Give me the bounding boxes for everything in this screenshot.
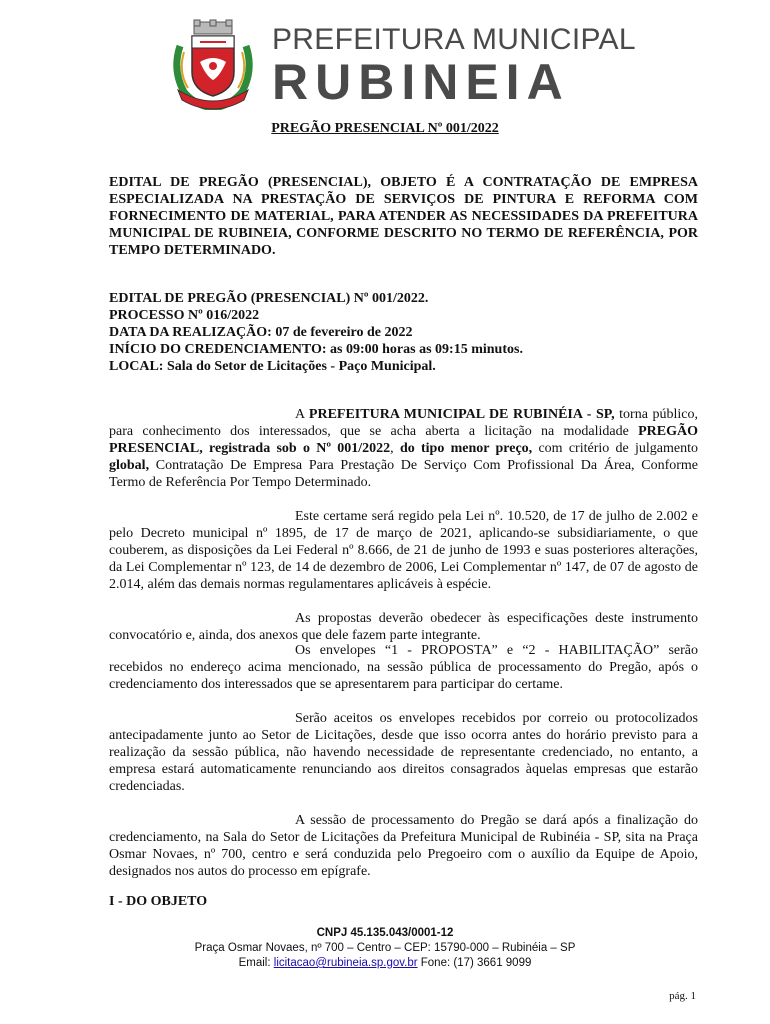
meta-inicio: INÍCIO DO CREDENCIAMENTO: as 09:00 horas as 09:15 minutos. [109, 342, 523, 357]
document-title: PREGÃO PRESENCIAL Nº 001/2022 [271, 121, 499, 136]
paragraph-legal-basis: Este certame será regido pela Lei nº. 10.520, de 17 de julho de 2.002 e pelo Decreto municipal nº 1895, de 17 de março de 2021, aplicando-se subsidiariamente, o que couberem, as disposições da Lei Federal nº 8.666, de 21 de junho de 1993 e suas posteriores alterações, da Lei Complementar nº 123, de 14 de dezembro de 2006, Lei Complementar nº 147, de 07 de agosto de 2.014, além das demais normas regulamentares aplicáveis à espécie. [109, 509, 698, 592]
section-heading-objeto: I - DO OBJETO [109, 894, 208, 909]
municipal-crest-icon [170, 18, 256, 110]
meta-processo: PROCESSO Nº 016/2022 [109, 308, 260, 323]
paragraph-intro: A PREFEITURA MUNICIPAL DE RUBINÉIA - SP, torna público, para conhecimento dos interessados, que se acha aberta a licitação na modalidade PREGÃO PRESENCIAL, registrada sob o Nº 001/2022, do tipo menor preço, com critério de julgamento global, Contratação De Empresa Para Prestação De Serviço Com Profissional Da Área, Conforme Termo de Referência Por Tempo Determinado. [109, 407, 699, 490]
letterhead [170, 18, 636, 110]
footer-cnpj: CNPJ 45.135.043/0001-12 [316, 927, 454, 939]
footer-address: Praça Osmar Novaes, nº 700 – Centro – CEP: 15790-000 – Rubinéia – SP [194, 942, 576, 954]
meta-edital: EDITAL DE PREGÃO (PRESENCIAL) Nº 001/2022. [109, 291, 429, 306]
paragraph-session: A sessão de processamento do Pregão se dará após a finalização do credenciamento, na Sala do Setor de Licitações da Prefeitura Municipal de Rubinéia - SP, sita na Praça Osmar Novaes, nº 700, centro e será conduzida pelo Pregoeiro com o auxílio da Equipe de Apoio, designados nos autos do processo em epígrafe. [109, 813, 698, 879]
edital-meta [109, 290, 698, 375]
footer-contact: Email: licitacao@rubineia.sp.gov.br Fone: (17) 3661 9099 [238, 957, 532, 969]
paragraph-envelopes: Os envelopes “1 - PROPOSTA” e “2 - HABILITAÇÃO” serão recebidos no endereço acima mencionado, na sessão pública de processamento do Pregão, após o credenciamento dos interessados que se apresentarem para participar do certame. [109, 643, 698, 692]
meta-data: DATA DA REALIZAÇÃO: 07 de fevereiro de 2022 [109, 325, 413, 340]
page-number: pág. 1 [669, 990, 696, 1002]
paragraph-mail-envelopes: Serão aceitos os envelopes recebidos por correio ou protocolizados antecipadamente junto ao Setor de Licitações, desde que isso ocorra antes do horário previsto para a realização da sessão pública, não havendo necessidade de representante credenciado, no entanto, a empresa estará automaticamente renunciando aos direitos consagrados àquelas empresas que estarão credenciadas. [109, 711, 698, 794]
brand-wordmark [272, 24, 636, 108]
meta-local: LOCAL: Sala do Setor de Licitações - Paço Municipal. [109, 359, 436, 374]
page-footer [0, 926, 770, 971]
email-link[interactable]: licitacao@rubineia.sp.gov.br [273, 957, 418, 969]
edital-heading: EDITAL DE PREGÃO (PRESENCIAL), OBJETO É A CONTRATAÇÃO DE EMPRESA ESPECIALIZADA NA PRESTAÇÃO DE SERVIÇOS DE PINTURA E REFORMA COM FORNECIMENTO DE MATERIAL, PARA ATENDER AS NECESSIDADES DA PREFEITURA MUNICIPAL DE RUBINEIA, CONFORME DESCRITO NO TERMO DE REFERÊNCIA, POR TEMPO DETERMINADO. [109, 175, 698, 258]
brand-title-top: PREFEITURA MUNICIPAL [272, 23, 636, 56]
paragraph-proposals: As propostas deverão obedecer às especificações deste instrumento convocatório e, ainda, dos anexos que dele fazem parte integrante. [109, 611, 698, 643]
brand-title-bottom: RUBINEIA [272, 54, 570, 110]
